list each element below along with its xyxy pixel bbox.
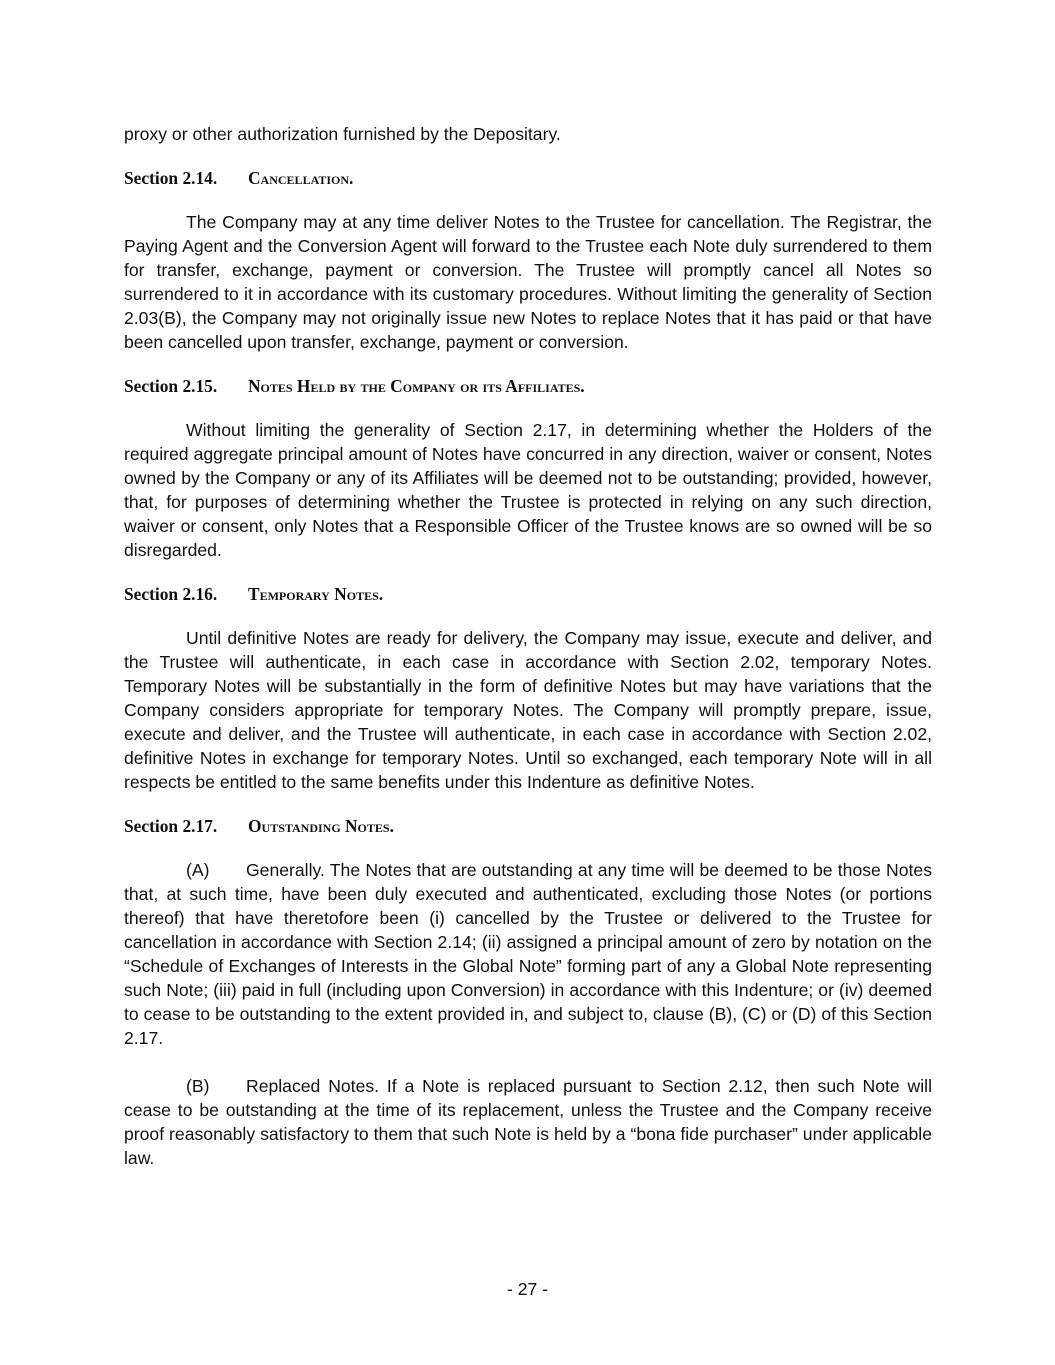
clause-text: Replaced Notes. If a Note is replaced pursuant to Section 2.12, then such Note will cease to be outstanding at the time of its replacement, unless the Trustee and the Company receive proof reasonably satisfactory to them that such Note is held by a “bona fide purchaser” under applicable law. bbox=[124, 1076, 932, 1168]
section-body: Until definitive Notes are ready for delivery, the Company may issue, execute and deliver, and the Trustee will authenticate, in each case in accordance with Section 2.02, temporary Notes. Temporary Notes will be substantially in the form of definitive Notes but may have variations that the Company considers appropriate for temporary Notes. The Company will promptly prepare, issue, execute and deliver, and the Trustee will authenticate, in each case in accordance with Section 2.02, definitive Notes in exchange for temporary Notes. Until so exchanged, each temporary Note will in all respects be entitled to the same benefits under this Indenture as definitive Notes. bbox=[124, 628, 932, 792]
section-number: Section 2.14. bbox=[124, 168, 218, 188]
section-number: Section 2.15. bbox=[124, 376, 218, 396]
section-heading bbox=[124, 166, 932, 190]
section-heading bbox=[124, 582, 932, 606]
section-number: Section 2.16. bbox=[124, 584, 218, 604]
section-title: Outstanding Notes. bbox=[248, 816, 394, 836]
clause-label: (A) bbox=[186, 860, 210, 880]
clause-label: (B) bbox=[186, 1076, 210, 1096]
section-2-14 bbox=[124, 166, 932, 354]
section-2-16 bbox=[124, 582, 932, 794]
section-2-17 bbox=[124, 814, 932, 1170]
section-2-15 bbox=[124, 374, 932, 562]
section-heading bbox=[124, 374, 932, 398]
page-number: - 27 - bbox=[506, 1279, 549, 1299]
section-body: The Company may at any time deliver Notes to the Trustee for cancellation. The Registrar, the Paying Agent and the Conversion Agent will forward to the Trustee each Note duly surrendered to them for transfer, exchange, payment or conversion. The Trustee will promptly cancel all Notes so surrendered to it in accordance with its customary procedures. Without limiting the generality of Section 2.03(B), the Company may not originally issue new Notes to replace Notes that it has paid or that have been cancelled upon transfer, exchange, payment or conversion. bbox=[124, 212, 932, 352]
clause-a bbox=[124, 858, 932, 1050]
section-title: Notes Held by the Company or its Affiliates. bbox=[248, 376, 585, 396]
clause-b bbox=[124, 1074, 932, 1170]
document-page bbox=[124, 122, 932, 1170]
section-title: Temporary Notes. bbox=[248, 584, 384, 604]
section-number: Section 2.17. bbox=[124, 816, 218, 836]
section-body: Without limiting the generality of Section 2.17, in determining whether the Holders of the required aggregate principal amount of Notes have concurred in any direction, waiver or consent, Notes owned by the Company or any of its Affiliates will be deemed not to be outstanding; provided, however, that, for purposes of determining whether the Trustee is protected in relying on any such direction, waiver or consent, only Notes that a Responsible Officer of the Trustee knows are so owned will be so disregarded. bbox=[124, 420, 932, 560]
section-heading bbox=[124, 814, 932, 838]
section-title: Cancellation. bbox=[248, 168, 354, 188]
carryover-text: proxy or other authorization furnished by the Depositary. bbox=[124, 124, 561, 144]
clause-text: Generally. The Notes that are outstanding at any time will be deemed to be those Notes that, at such time, have been duly executed and authenticated, excluding those Notes (or portions thereof) that have theretofore been (i) cancelled by the Trustee or delivered to the Trustee for cancellation in accordance with Section 2.14; (ii) assigned a principal amount of zero by notation on the “Schedule of Exchanges of Interests in the Global Note” forming part of any a Global Note representing such Note; (iii) paid in full (including upon Conversion) in accordance with this Indenture; or (iv) deemed to cease to be outstanding to the extent provided in, and subject to, clause (B), (C) or (D) of this Section 2.17. bbox=[124, 860, 932, 1048]
